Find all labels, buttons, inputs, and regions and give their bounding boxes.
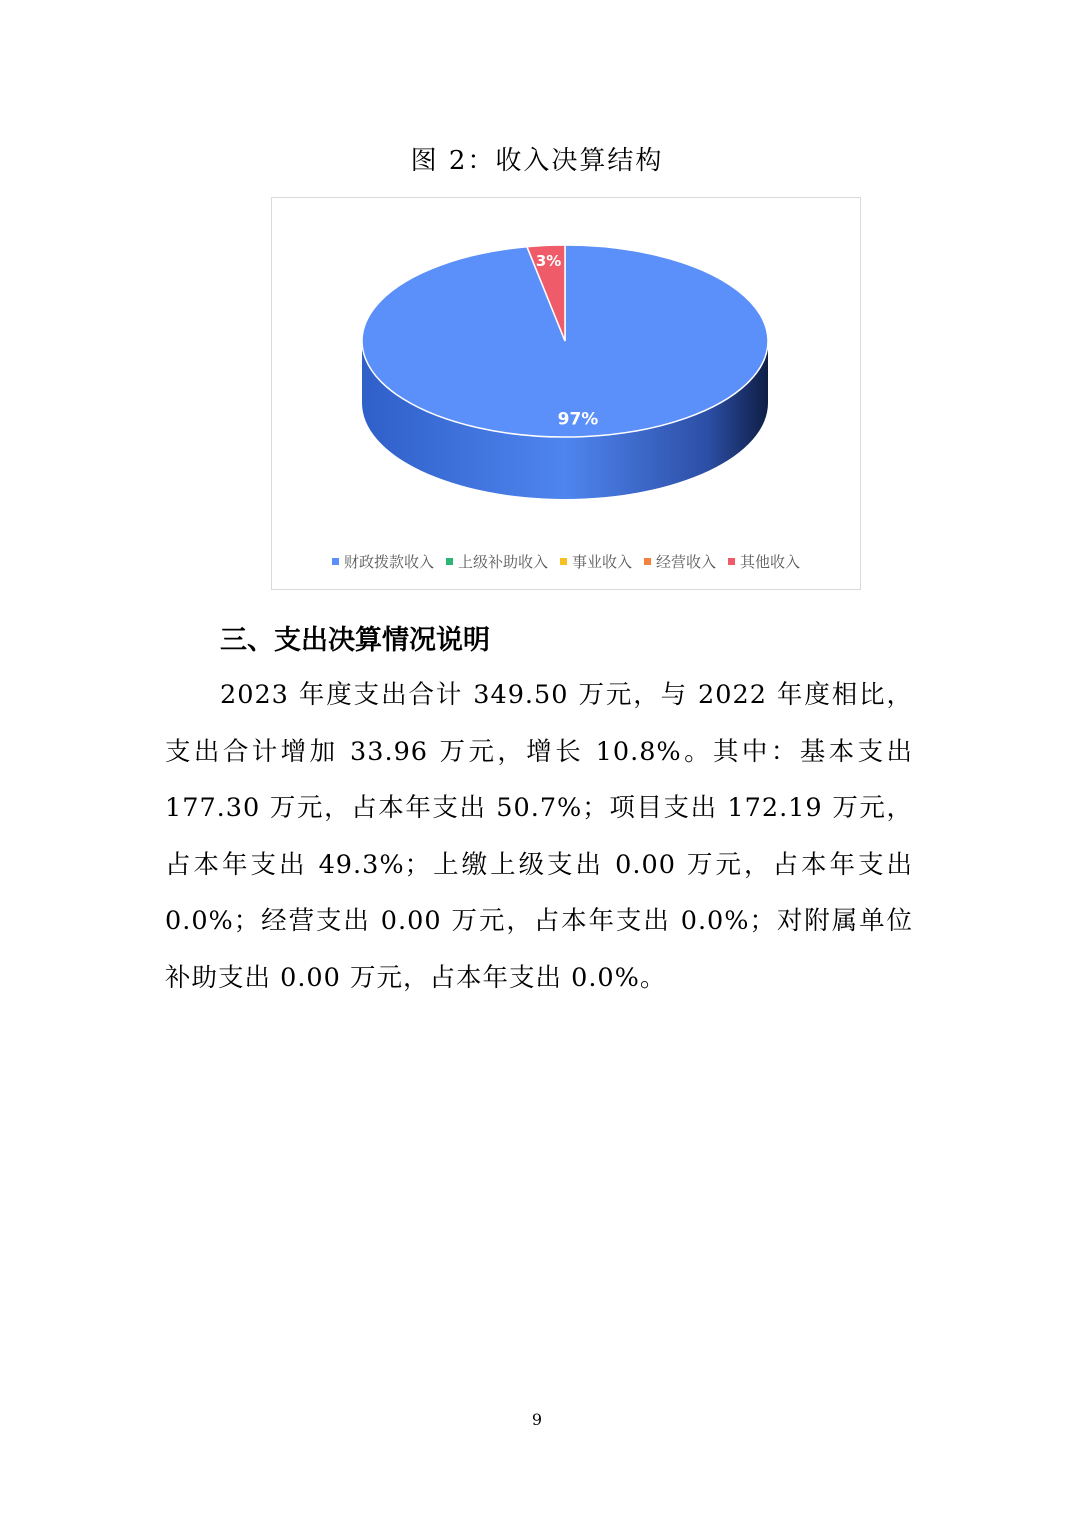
legend-label: 上级补助收入 <box>457 553 548 571</box>
legend-item-3 <box>560 551 632 572</box>
body-paragraph: 2023 年度支出合计 349.50 万元，与 2022 年度相比，支出合计增加 33.96 万元，增长 10.8%。其中：基本支出 177.30 万元，占本年支出 50.7%；项目支出 172.19 万元，占本年支出 49.3%；上缴上级支出 0.00 万元，占本年支出 0.0%；经营支出 0.00 万元，占本年支出 0.0%；对附属单位补助支出 0.00 万元，占本年支出 0.0%。 <box>165 680 913 993</box>
pie-chart-svg <box>272 198 862 543</box>
legend-item-4 <box>644 551 716 572</box>
legend-swatch <box>446 558 453 565</box>
pie-data-label-1: 97% <box>557 409 599 430</box>
legend-label: 其他收入 <box>740 553 801 571</box>
chart-legend <box>272 551 860 572</box>
legend-swatch <box>560 558 567 565</box>
legend-label: 财政拨款收入 <box>343 553 434 571</box>
legend-label: 事业收入 <box>571 553 632 571</box>
section-heading: 三、支出决算情况说明 <box>220 625 490 656</box>
legend-item-1 <box>332 551 434 572</box>
legend-swatch <box>332 558 339 565</box>
pie-data-label-5: 3% <box>535 251 562 270</box>
legend-swatch <box>728 558 735 565</box>
legend-label: 经营收入 <box>656 553 717 571</box>
page-number: 9 <box>531 1410 543 1429</box>
legend-item-5 <box>728 551 800 572</box>
figure-caption: 图 2：收入决算结构 <box>410 146 664 176</box>
legend-item-2 <box>446 551 548 572</box>
revenue-structure-chart <box>271 197 861 590</box>
legend-swatch <box>644 558 651 565</box>
